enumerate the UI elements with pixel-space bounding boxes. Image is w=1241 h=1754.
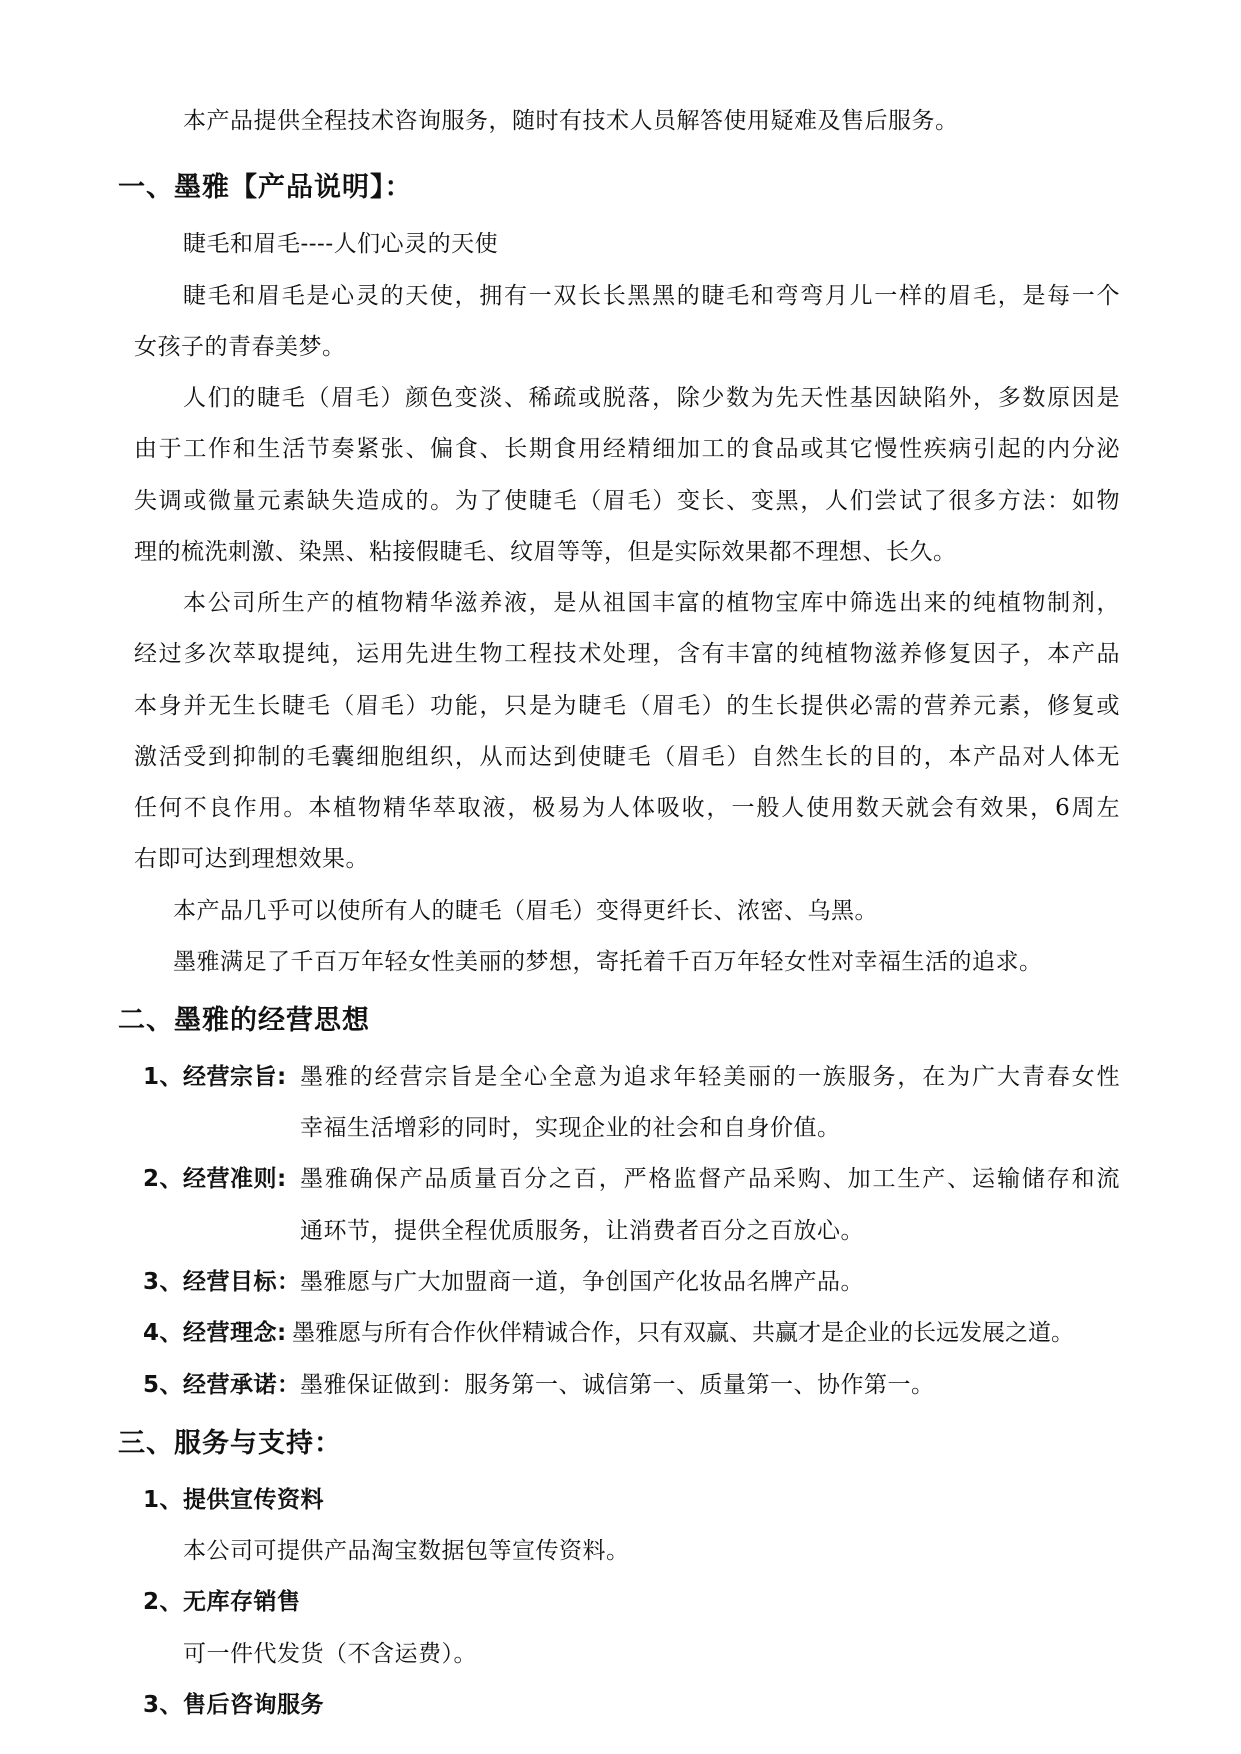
section2-item5-label: 5、经营承诺： (143, 1372, 301, 1398)
section1-para3-line5: 任何不良作用。本植物精华萃取液，极易为人体吸收，一般人使用数天就会有效果，6周左 (134, 795, 1120, 821)
section3-item2-title: 2、无库存销售 (143, 1589, 301, 1615)
section1-para4: 本产品几乎可以使所有人的睫毛（眉毛）变得更纤长、浓密、乌黑。 (173, 898, 878, 924)
section3-item1-body: 本公司可提供产品淘宝数据包等宣传资料。 (183, 1538, 630, 1564)
section1-heading: 一、墨雅【产品说明】： (118, 172, 413, 203)
section1-para3-line1: 本公司所生产的植物精华滋养液，是从祖国丰富的植物宝库中筛选出来的纯植物制剂， (183, 590, 1120, 616)
section1-para2-line3: 失调或微量元素缺失造成的。为了使睫毛（眉毛）变长、变黑，人们尝试了很多方法：如物 (134, 488, 1120, 514)
section2-item2-label: 2、经营准则: (143, 1166, 287, 1192)
section2-item4-label: 4、经营理念: (143, 1320, 287, 1346)
section3-item2-body: 可一件代发货（不含运费）。 (183, 1641, 477, 1667)
section2-item5-line1: 墨雅保证做到：服务第一、诚信第一、质量第一、协作第一。 (300, 1372, 935, 1398)
section1-para2-line2: 由于工作和生活节奏紧张、偏食、长期食用经精细加工的食品或其它慢性疾病引起的内分泌 (134, 436, 1120, 462)
section1-para5: 墨雅满足了千百万年轻女性美丽的梦想，寄托着千百万年轻女性对幸福生活的追求。 (173, 949, 1043, 975)
section1-subtitle: 睫毛和眉毛----人们心灵的天使 (183, 231, 499, 257)
intro-service-line: 本产品提供全程技术咨询服务，随时有技术人员解答使用疑难及售后服务。 (183, 108, 959, 134)
section3-heading: 三、服务与支持： (118, 1428, 342, 1459)
section2-item1-line1: 墨雅的经营宗旨是全心全意为追求年轻美丽的一族服务，在为广大青春女性 (300, 1064, 1120, 1090)
section1-para2-line1: 人们的睫毛（眉毛）颜色变淡、稀疏或脱落，除少数为先天性基因缺陷外，多数原因是 (183, 385, 1120, 411)
section3-item1-title: 1、提供宣传资料 (143, 1487, 325, 1513)
section2-item3-label: 3、经营目标： (143, 1269, 301, 1295)
section1-para1-line2: 女孩子的青春美梦。 (134, 334, 346, 360)
section1-para1-line1: 睫毛和眉毛是心灵的天使，拥有一双长长黑黑的睫毛和弯弯月儿一样的眉毛，是每一个 (183, 283, 1120, 309)
section2-item2-line1: 墨雅确保产品质量百分之百，严格监督产品采购、加工生产、运输储存和流 (300, 1166, 1120, 1192)
section1-para3-line6: 右即可达到理想效果。 (134, 846, 369, 872)
section2-item3-line1: 墨雅愿与广大加盟商一道，争创国产化妆品名牌产品。 (300, 1269, 864, 1295)
section3-item3-title: 3、售后咨询服务 (143, 1692, 325, 1718)
section2-item1-line2: 幸福生活增彩的同时，实现企业的社会和自身价值。 (300, 1115, 841, 1141)
section1-para3-line2: 经过多次萃取提纯，运用先进生物工程技术处理，含有丰富的纯植物滋养修复因子，本产品 (134, 641, 1120, 667)
section2-heading: 二、墨雅的经营思想 (118, 1005, 370, 1036)
section1-para2-line4: 理的梳洗刺激、染黑、粘接假睫毛、纹眉等等，但是实际效果都不理想、长久。 (134, 539, 957, 565)
section1-para3-line4: 激活受到抑制的毛囊细胞组织，从而达到使睫毛（眉毛）自然生长的目的，本产品对人体无 (134, 744, 1120, 770)
section1-para3-line3: 本身并无生长睫毛（眉毛）功能，只是为睫毛（眉毛）的生长提供必需的营养元素，修复或 (134, 693, 1120, 719)
section2-item2-line2: 通环节，提供全程优质服务，让消费者百分之百放心。 (300, 1218, 864, 1244)
section2-item4-line1: 墨雅愿与所有合作伙伴精诚合作，只有双赢、共赢才是企业的长远发展之道。 (292, 1320, 1074, 1346)
section2-item1-label: 1、经营宗旨: (143, 1064, 287, 1090)
